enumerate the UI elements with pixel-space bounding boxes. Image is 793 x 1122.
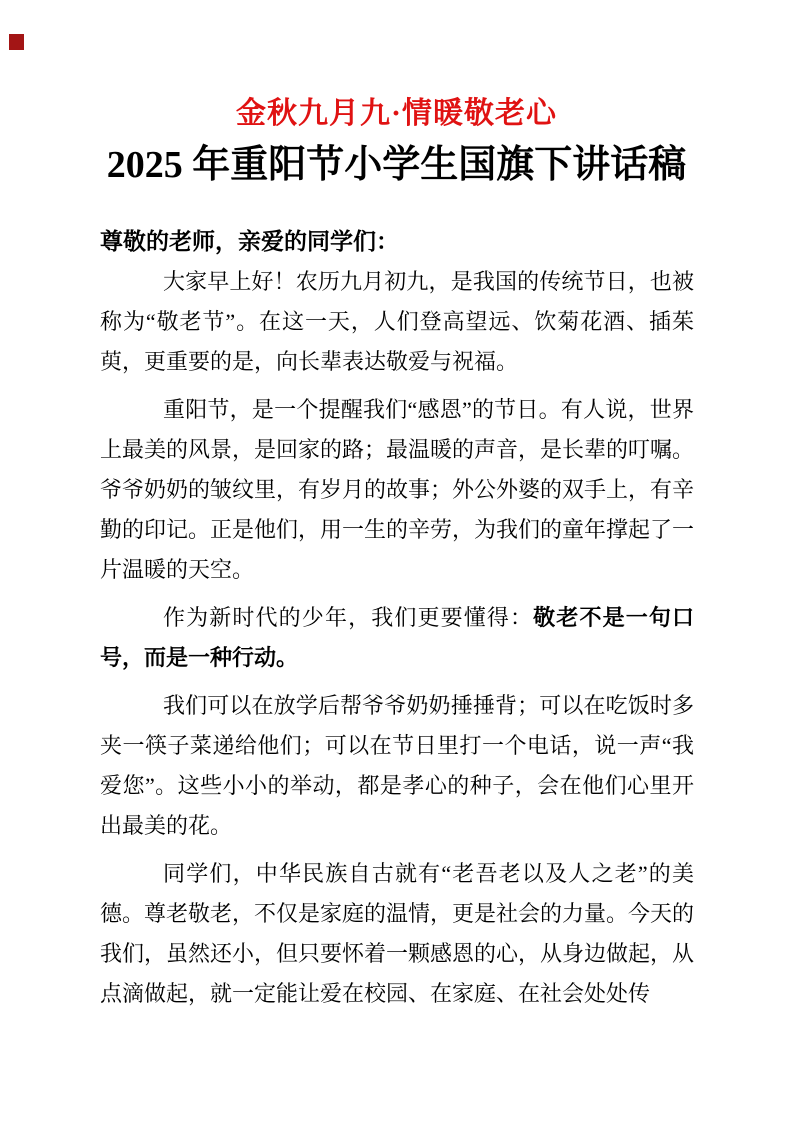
paragraph-5 bbox=[100, 854, 694, 1014]
paragraph-5-text: 同学们，中华民族自古就有“老吾老以及人之老”的美德。尊老敬老，不仅是家庭的温情，更是社会的力量。今天的我们，虽然还小，但只要怀着一颗感恩的心，从身边做起，从点滴做起，就一定能让爱在校园、在家庭、在社会处处传 bbox=[100, 861, 695, 1006]
paragraph-4-text: 我们可以在放学后帮爷爷奶奶捶捶背；可以在吃饭时多夹一筷子菜递给他们；可以在节日里打一个电话，说一声“我爱您”。这些小小的举动，都是孝心的种子，会在他们心里开出最美的花。 bbox=[100, 693, 694, 838]
red-corner-mark bbox=[9, 34, 24, 50]
paragraph-3 bbox=[100, 598, 694, 678]
greeting-line: 尊敬的老师，亲爱的同学们： bbox=[100, 228, 399, 254]
paragraph-3-bold-text: 敬老不是一句口号，而是一种行动。 bbox=[100, 605, 694, 670]
paragraph-2 bbox=[100, 390, 694, 590]
document-kicker: 金秋九月九·情暖敬老心 bbox=[235, 97, 557, 130]
paragraph-1 bbox=[100, 262, 694, 382]
paragraph-2-text: 重阳节，是一个提醒我们“感恩”的节日。有人说，世界上最美的风景，是回家的路；最温暖的声音，是长辈的叮嘱。爷爷奶奶的皱纹里，有岁月的故事；外公外婆的双手上，有辛勤的印记。正是他们，用一生的辛劳，为我们的童年撑起了一片温暖的天空。 bbox=[100, 397, 695, 582]
document-body bbox=[100, 228, 694, 1014]
paragraph-1-text: 大家早上好！农历九月初九，是我国的传统节日，也被称为“敬老节”。在这一天，人们登高望远、饮菊花酒、插茱萸，更重要的是，向长辈表达敬爱与祝福。 bbox=[100, 269, 694, 374]
paragraph-3-text: 作为新时代的少年，我们更要懂得： bbox=[163, 605, 534, 630]
paragraph-4 bbox=[100, 686, 694, 846]
document-title: 2025 年重阳节小学生国旗下讲话稿 bbox=[106, 144, 687, 186]
